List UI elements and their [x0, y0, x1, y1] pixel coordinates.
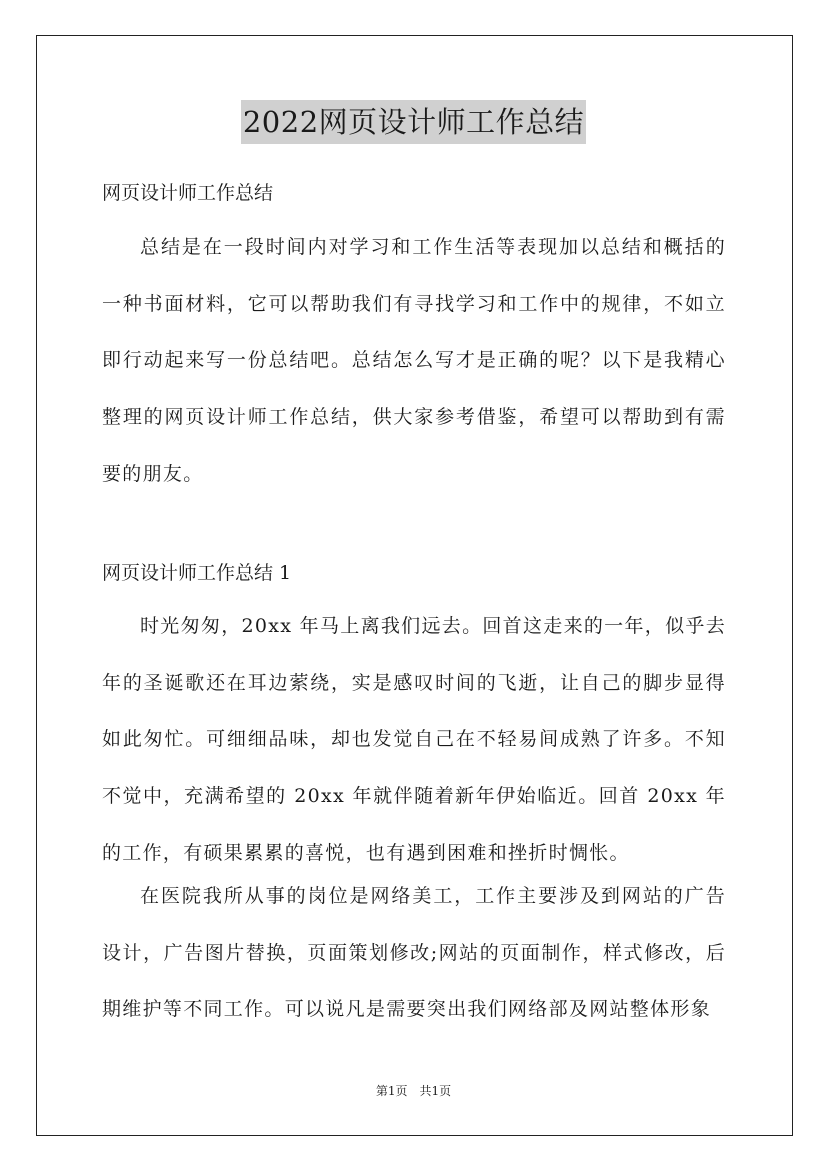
- paragraph-body-1: 时光匆匆，20xx 年马上离我们远去。回首这走来的一年，似乎去年的圣诞歌还在耳边萦绕，实是感叹时间的飞逝，让自己的脚步显得如此匆忙。可细细品味，却也发觉自己在不轻易间成熟了许多。不知不觉中，充满希望的 20xx 年就伴随着新年伊始临近。回首 20xx 年的工作，有硕果累累的喜悦，也有遇到困难和挫折时惆怅。: [102, 615, 726, 864]
- page-number: 第1页 共1页: [375, 1084, 452, 1098]
- document-title: 2022网页设计师工作总结: [241, 100, 586, 144]
- title-container: [0, 100, 827, 144]
- paragraph-intro: 总结是在一段时间内对学习和工作生活等表现加以总结和概括的一种书面材料，它可以帮助我们有寻找学习和工作中的规律，不如立即行动起来写一份总结吧。总结怎么写才是正确的呢？以下是我精心整理的网页设计师工作总结，供大家参考借鉴，希望可以帮助到有需要的朋友。: [102, 236, 726, 485]
- paragraph-body-2: 在医院我所从事的岗位是网络美工，工作主要涉及到网站的广告设计，广告图片替换，页面策划修改;网站的页面制作，样式修改，后期维护等不同工作。可以说凡是需要突出我们网络部及网站整体形象: [102, 885, 726, 1021]
- section-heading: 网页设计师工作总结: [102, 182, 274, 204]
- section-heading-1: 网页设计师工作总结 1: [102, 562, 292, 584]
